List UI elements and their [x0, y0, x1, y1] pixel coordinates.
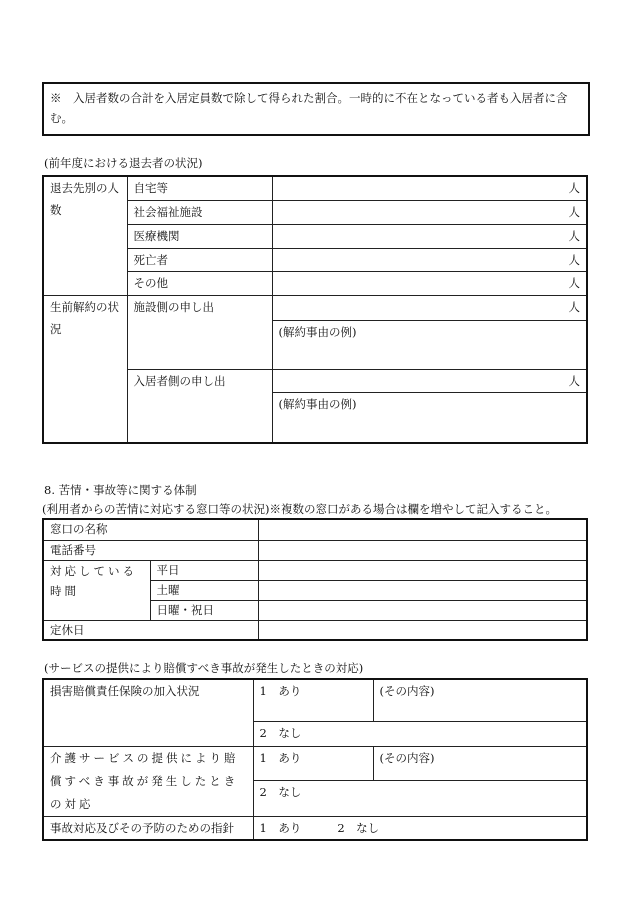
count-field[interactable]: 人 — [272, 200, 587, 224]
reason-field[interactable]: (解約事由の例) — [272, 320, 587, 369]
section-8-title: 8. 苦情・事故等に関する体制 — [44, 483, 197, 497]
count-field[interactable]: 人 — [272, 248, 587, 271]
guideline-options[interactable] — [253, 816, 587, 840]
complaints-caption: (利用者からの苦情に対応する窓口等の状況)※複数の窓口がある場合は欄を増やして記入すること。 — [42, 502, 557, 516]
care-service-label: 介護サービスの提供により賠償すべき事故が発生したときの対応 — [43, 746, 253, 816]
destination-label: 死亡者 — [127, 248, 272, 271]
withdrawal-caption: (前年度における退去者の状況) — [44, 156, 203, 170]
window-name-field[interactable] — [258, 519, 587, 540]
facility-side-label: 施設側の申し出 — [127, 295, 272, 369]
guideline-label: 事故対応及びその予防のための指針 — [43, 816, 253, 840]
destination-label: 自宅等 — [127, 176, 272, 200]
destination-label: 社会福祉施設 — [127, 200, 272, 224]
accidents-table — [42, 678, 588, 841]
cancellation-header: 生前解約の状況 — [43, 295, 127, 443]
reason-field[interactable]: (解約事由の例) — [272, 392, 587, 443]
hours-header: 対応している時間 — [43, 560, 150, 620]
weekday-field[interactable] — [258, 560, 587, 580]
withdrawal-table — [42, 175, 588, 444]
closed-day-field[interactable] — [258, 620, 587, 640]
guideline-no-option[interactable]: 2 なし — [337, 820, 380, 835]
destination-header: 退去先別の人数 — [43, 176, 127, 295]
insurance-yes-option[interactable]: 1 あり — [253, 679, 373, 721]
count-field[interactable]: 人 — [272, 369, 587, 392]
sunday-holiday-label: 日曜・祝日 — [150, 600, 258, 620]
insurance-details-field[interactable]: (その内容) — [373, 679, 587, 721]
closed-day-label: 定休日 — [43, 620, 258, 640]
note-text: 入居者数の合計を入居定員数で除して得られた割合。一時的に不在となっている者も入居者に含む。 — [50, 91, 568, 125]
care-details-field[interactable]: (その内容) — [373, 746, 587, 780]
count-field[interactable]: 人 — [272, 295, 587, 320]
count-field[interactable]: 人 — [272, 224, 587, 248]
sunday-holiday-field[interactable] — [258, 600, 587, 620]
weekday-label: 平日 — [150, 560, 258, 580]
occupancy-note — [42, 82, 590, 136]
complaints-table — [42, 518, 588, 641]
accidents-caption: (サービスの提供により賠償すべき事故が発生したときの対応) — [44, 661, 364, 675]
window-name-label: 窓口の名称 — [43, 519, 258, 540]
count-field[interactable]: 人 — [272, 271, 587, 295]
care-no-option[interactable]: 2 なし — [253, 780, 587, 816]
phone-field[interactable] — [258, 540, 587, 560]
destination-label: その他 — [127, 271, 272, 295]
guideline-yes-option[interactable]: 1 あり — [259, 820, 302, 835]
insurance-no-option[interactable]: 2 なし — [253, 721, 587, 746]
resident-side-label: 入居者側の申し出 — [127, 369, 272, 443]
insurance-label: 損害賠償責任保険の加入状況 — [43, 679, 253, 746]
saturday-label: 土曜 — [150, 580, 258, 600]
phone-label: 電話番号 — [43, 540, 258, 560]
saturday-field[interactable] — [258, 580, 587, 600]
care-yes-option[interactable]: 1 あり — [253, 746, 373, 780]
count-field[interactable]: 人 — [272, 176, 587, 200]
note-mark: ※ — [50, 91, 62, 105]
destination-label: 医療機関 — [127, 224, 272, 248]
